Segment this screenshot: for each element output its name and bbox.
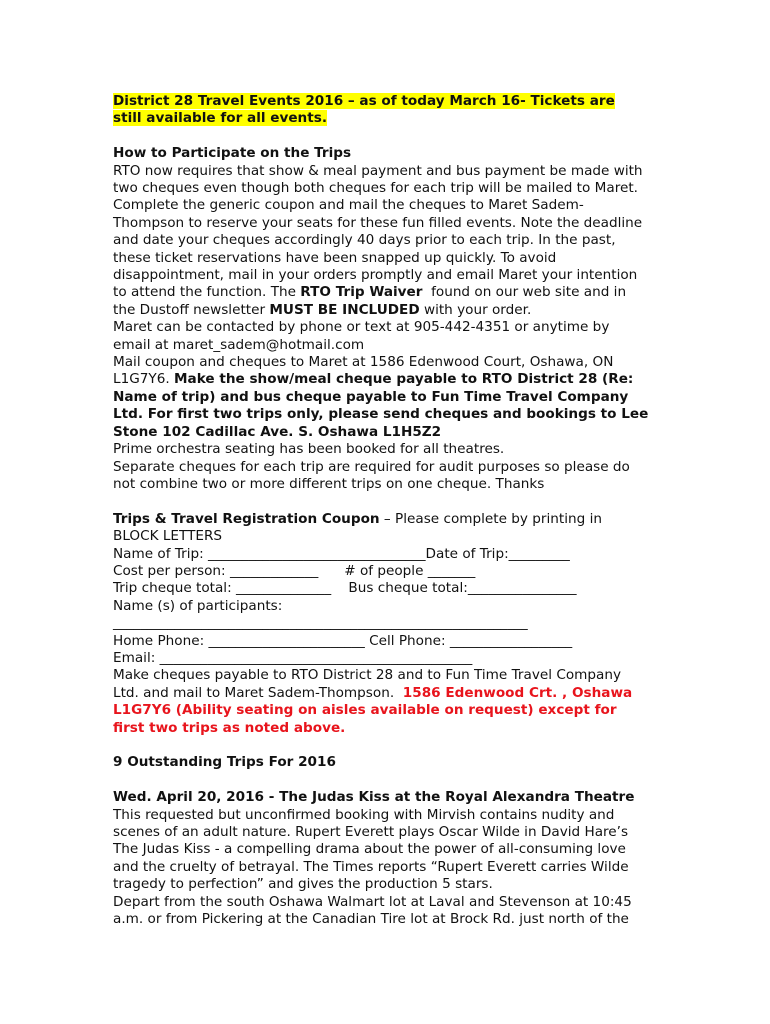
participate-line-6: these ticket reservations have been snapped up quickly. To avoid [113,249,557,266]
event-desc-line-1: This requested but unconfirmed booking with Mirvish contains nudity and [113,806,615,823]
phone-field: Home Phone: _______________________ Cell Phone: __________________ [113,632,573,649]
event-desc-line-6: Depart from the south Oshawa Walmart lot at Laval and Stevenson at 10:45 [113,893,632,910]
cheque-total-field: Trip cheque total: ______________ Bus cheque total:________________ [113,580,577,597]
participate-line-1: RTO now requires that show & meal payment and bus payment be made with [113,162,643,179]
cost-field: Cost per person: _____________ # of people _______ [113,562,476,579]
document-title: District 28 Travel Events 2016 – as of today March 16- Tickets are still available for all events. [113,93,615,127]
make-cheques-line-3: L1G7Y6 (Ability seating on aisles available on request) except for [113,702,617,719]
mail-line: Mail coupon and cheques to Maret at 1586 Edenwood Court, Oshawa, ON [113,354,614,371]
newsletter-line: the Dustoff newsletter MUST BE INCLUDED with your order. [113,301,532,318]
coupon-heading: Trips & Travel Registration Coupon – Please complete by printing in [113,510,602,527]
event-desc-line-3: The Judas Kiss - a compelling drama about the power of all-consuming love [113,841,626,858]
payable-line-4: Stone 102 Cadillac Ave. S. Oshawa L1H5Z2 [113,423,442,440]
event-desc-line-7: a.m. or from Pickering at the Canadian Tire lot at Brock Rd. just north of the [113,911,629,928]
participants-label: Name (s) of participants: [113,597,283,614]
make-cheques-line-4: first two trips as noted above. [113,719,346,736]
participants-field: _____________________________________________________________ [113,615,528,632]
make-cheques-line-2: Ltd. and mail to Maret Sadem-Thompson. 1586 Edenwood Crt. , Oshawa [113,684,633,701]
payable-line-1: L1G7Y6. Make the show/meal cheque payable to RTO District 28 (Re: [113,371,634,388]
event-desc-line-4: and the cruelty of betrayal. The Times reports “Rupert Everett carries Wilde [113,858,629,875]
document-page [113,93,665,928]
participate-heading: How to Participate on the Trips [113,145,352,162]
separate-line-2: not combine two or more different trips on one cheque. Thanks [113,475,545,492]
contact-line-2: email at maret_sadem@hotmail.com [113,336,365,353]
event-title: Wed. April 20, 2016 - The Judas Kiss at the Royal Alexandra Theatre [113,789,635,806]
participate-line-4: Thompson to reserve your seats for these fun filled events. Note the deadline [113,214,643,231]
payable-line-2: Name of trip) and bus cheque payable to Fun Time Travel Company [113,388,629,405]
make-cheques-line-1: Make cheques payable to RTO District 28 and to Fun Time Travel Company [113,667,622,684]
participate-line-5: and date your cheques accordingly 40 days prior to each trip. In the past, [113,232,616,249]
event-desc-line-2: scenes of an adult nature. Rupert Everett plays Oscar Wilde in David Hare’s [113,824,629,840]
event-desc-line-5: tragedy to perfection” and gives the production 5 stars. [113,876,493,893]
payable-line-3: Ltd. For first two trips only, please send cheques and bookings to Lee [113,406,649,423]
coupon-line-2: BLOCK LETTERS [113,528,223,545]
participate-line-7: disappointment, mail in your orders promptly and email Maret your intention [113,267,638,284]
seating-line: Prime orchestra seating has been booked for all theatres. [113,441,505,458]
separate-line-1: Separate cheques for each trip are required for audit purposes so please do [113,458,630,475]
participate-line-3: Complete the generic coupon and mail the cheques to Maret Sadem- [113,197,584,214]
trip-name-field: Name of Trip: ________________________________Date of Trip:_________ [113,545,570,562]
contact-line-1: Maret can be contacted by phone or text at 905-442-4351 or anytime by [113,319,610,336]
trips-heading: 9 Outstanding Trips For 2016 [113,754,336,771]
email-field: Email: ______________________________________________ [113,649,473,666]
rto-trip-waiver: RTO Trip Waiver [300,284,423,301]
participate-line-2: two cheques even though both cheques for each trip will be mailed to Maret. [113,180,638,197]
waiver-line: to attend the function. The RTO Trip Waiver found on our web site and in [113,284,627,301]
